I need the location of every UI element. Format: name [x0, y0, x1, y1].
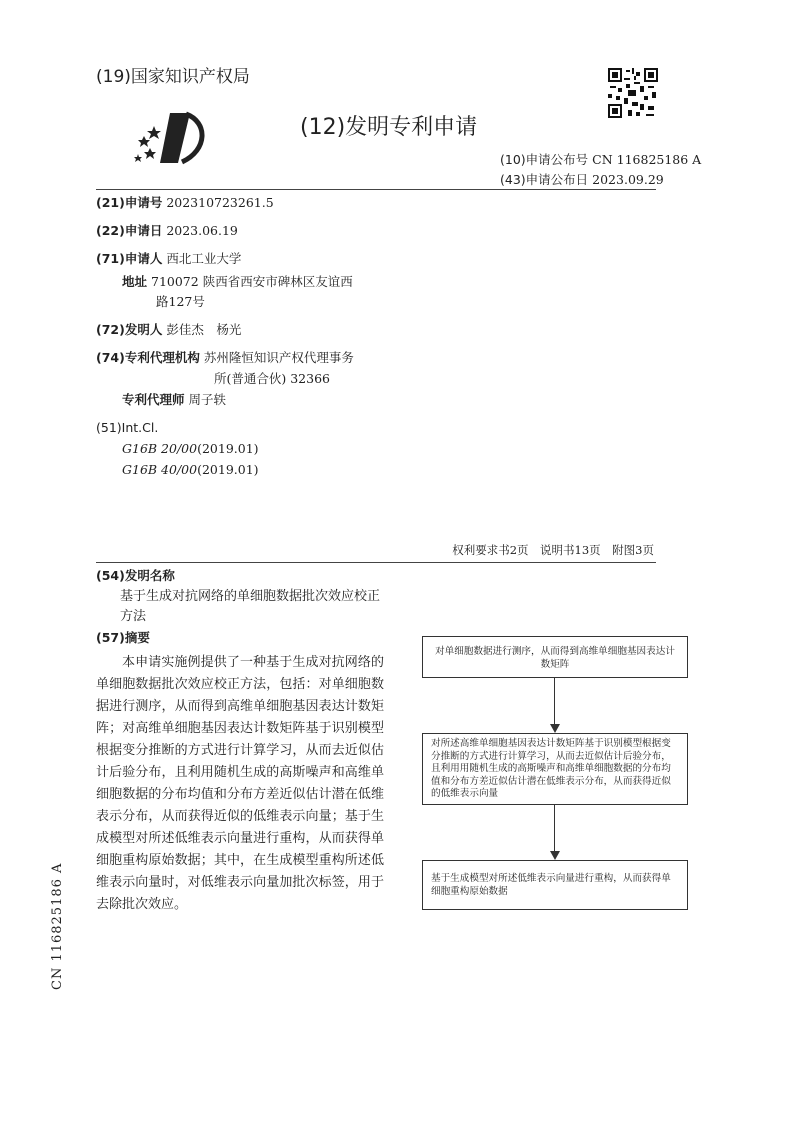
ipc-code: G16B 40/00: [122, 462, 198, 477]
agent: 周子轶: [188, 392, 227, 407]
applicant: 西北工业大学: [166, 251, 242, 266]
abstract-label: (57)摘要: [96, 630, 150, 645]
agency-label: (74)专利代理机构: [96, 350, 200, 365]
publication-date: 2023.09.29: [592, 172, 664, 187]
agency-line-1: 苏州隆恒知识产权代理事务: [203, 350, 354, 365]
applicant-row: [96, 250, 241, 268]
arrowhead-icon: [550, 724, 560, 733]
agent-row: [122, 391, 226, 409]
cnipa-logo-icon: [130, 108, 208, 168]
flowchart-step: 对单细胞数据进行测序，从而得到高维单细胞基因表达计数矩阵: [422, 636, 688, 678]
header-divider: [96, 189, 656, 190]
document-type: (12)发明专利申请: [300, 115, 478, 140]
ipc-label: (51)Int.Cl.: [96, 420, 159, 435]
publication-number-line: [500, 150, 701, 168]
summary-divider: [96, 562, 656, 563]
inventors-label: (72)发明人: [96, 322, 163, 337]
address-line-1: 710072 陕西省西安市碑林区友谊西: [151, 274, 353, 289]
flowchart-step: 基于生成模型对所述低维表示向量进行重构，从而获得单细胞重构原始数据: [422, 860, 688, 910]
title-label: (54)发明名称: [96, 568, 175, 583]
publication-date-label: (43)申请公布日: [500, 172, 589, 187]
ipc-code: G16B 20/00: [122, 441, 198, 456]
address-line-2: 路127号: [156, 294, 205, 309]
ipc-year: (2019.01): [197, 441, 259, 456]
publication-number: CN 116825186 A: [592, 152, 702, 167]
office-name: (19)国家知识产权局: [96, 67, 250, 87]
address-label: 地址: [122, 274, 148, 289]
flowchart-step: 对所述高维单细胞基因表达计数矩阵基于识别模型根据变分推断的方式进行计算学习，从而去近似估计后验分布，且利用用随机生成的高斯噪声和高维单细胞数据的分布均值和分布方差近似估计潜在低维表示分布，从而获得近似的低维表示向量: [422, 733, 688, 805]
qr-code-icon: [608, 68, 658, 118]
publication-date-line: [500, 170, 664, 188]
applicant-label: (71)申请人: [96, 251, 163, 266]
agent-label: 专利代理师: [122, 392, 185, 407]
abstract-text: 本申请实施例提供了一种基于生成对抗网络的单细胞数据批次效应校正方法，包括：对单细胞数据进行测序，从而得到高维单细胞基因表达计数矩阵；对高维单细胞基因表达计数矩阵基于识别模型根据变分推断的方式进行计算学习，从而去近似估计后验分布，且利用随机生成的高斯噪声和高维单细胞数据的分布均值和分布方差近似估计潜在低维表示分布，从而获得近似的低维表示向量；基于生成模型对所述低维表示向量进行重构，从而获得单细胞重构原始数据；其中，在生成模型重构所述低维表示向量时，对低维表示向量加批次标签，用于去除批次效应。: [96, 655, 384, 912]
flowchart-arrow: [554, 678, 555, 726]
invention-title: 基于生成对抗网络的单细胞数据批次效应校正方法: [120, 589, 381, 624]
side-publication-number: CN 116825186 A: [50, 862, 65, 990]
inventors-row: [96, 321, 241, 339]
filing-date-row: [96, 222, 238, 240]
inventors: 彭佳杰 杨光: [166, 322, 242, 337]
agency-row: [96, 349, 354, 367]
arrowhead-icon: [550, 851, 560, 860]
application-number: 202310723261.5: [166, 195, 274, 210]
ipc-row: [122, 461, 259, 479]
application-number-row: [96, 194, 274, 212]
agency-line-2: 所(普通合伙) 32366: [214, 371, 330, 386]
filing-date: 2023.06.19: [166, 223, 238, 238]
ipc-row: [122, 440, 259, 458]
flowchart-arrow: [554, 805, 555, 853]
address-row: [122, 273, 353, 291]
application-number-label: (21)申请号: [96, 195, 163, 210]
pages-summary: 权利要求书2页 说明书13页 附图3页: [452, 543, 654, 557]
ipc-year: (2019.01): [197, 462, 259, 477]
filing-date-label: (22)申请日: [96, 223, 163, 238]
publication-number-label: (10)申请公布号: [500, 152, 589, 167]
